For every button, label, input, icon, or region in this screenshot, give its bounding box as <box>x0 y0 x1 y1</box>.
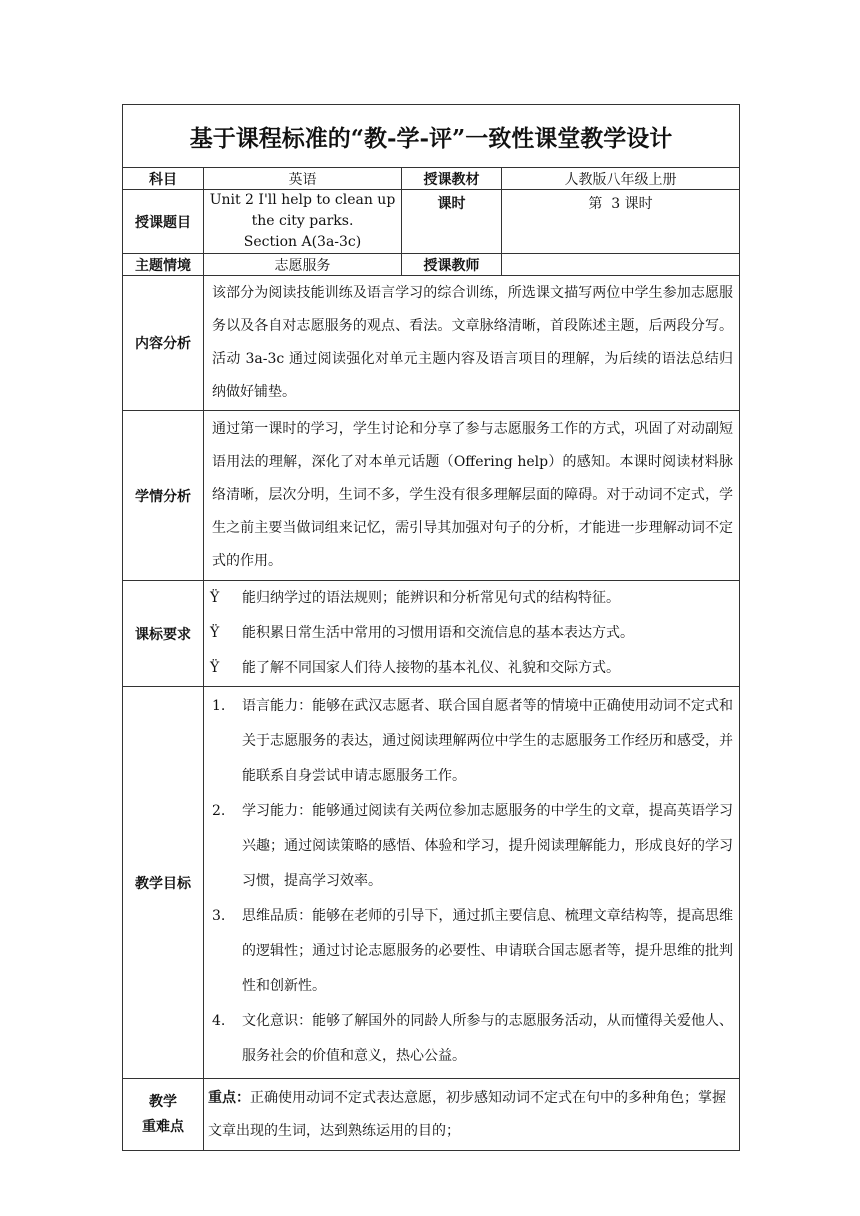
theme-label: 主题情境 <box>123 254 204 276</box>
bullet-marker: Ÿ <box>210 590 220 606</box>
teacher-value <box>502 254 740 276</box>
period-label: 课时 <box>402 190 502 254</box>
teacher-label: 授课教师 <box>402 254 502 276</box>
topic-line-1: Unit 2 I'll help to clean up the city parks. <box>209 192 396 229</box>
curriculum-label: 课标要求 <box>123 581 204 687</box>
learner-analysis-text: 通过第一课时的学习，学生讨论和分享了参与志愿服务工作的方式，巩固了对动副短语用法的理解，深化了对本单元话题（Offering help）的感知。本课时阅读材料脉络清晰，层次分明，生词不多，学生没有很多理解层面的障碍。对于动词不定式，学生之前主要当做词组来记忆，需引导其加强对句子的分析，才能进一步理解动词不定式的作用。 <box>212 421 734 569</box>
topic-value <box>204 190 402 254</box>
content-analysis-cell <box>204 276 740 411</box>
topic-label: 授课题目 <box>123 190 204 254</box>
subject-value: 英语 <box>204 168 402 190</box>
objective-number: 3. <box>212 908 226 924</box>
period-value: 第 3 课时 <box>502 190 740 254</box>
curriculum-item-text: 能归纳学过的语法规则；能辨识和分析常见句式的结构特征。 <box>242 590 620 606</box>
objective-text: 学习能力：能够通过阅读有关两位参加志愿服务的中学生的文章，提高英语学习兴趣；通过阅读策略的感悟、体验和学习，提升阅读理解能力，形成良好的学习习惯，提高学习效率。 <box>242 803 734 889</box>
objectives-cell <box>204 687 740 1079</box>
learner-analysis-cell <box>204 411 740 581</box>
theme-value: 志愿服务 <box>204 254 402 276</box>
document-title: 基于课程标准的“教-学-评”一致性课堂教学设计 <box>123 105 740 168</box>
key-points-label <box>123 1079 204 1151</box>
objective-number: 1. <box>212 698 226 714</box>
objective-item <box>212 1004 733 1074</box>
objectives-label: 教学目标 <box>123 687 204 1079</box>
objective-text: 思维品质：能够在老师的引导下，通过抓主要信息、梳理文章结构等，提高思维的逻辑性；通过讨论志愿服务的必要性、申请联合国志愿者等，提升思维的批判性和创新性。 <box>242 908 734 994</box>
subject-label: 科目 <box>123 168 204 190</box>
objective-text: 语言能力：能够在武汉志愿者、联合国自愿者等的情境中正确使用动词不定式和关于志愿服务的表达，通过阅读理解两位中学生的志愿服务工作经历和感受，并能联系自身尝试申请志愿服务工作。 <box>242 698 734 784</box>
learner-analysis-label: 学情分析 <box>123 411 204 581</box>
key-points-key-label: 重点： <box>208 1089 250 1106</box>
objective-number: 2. <box>212 803 226 819</box>
curriculum-item-text: 能积累日常生活中常用的习惯用语和交流信息的基本表达方式。 <box>242 625 634 641</box>
objective-item <box>212 794 733 899</box>
objective-text: 文化意识：能够了解国外的同龄人所参与的志愿服务活动，从而懂得关爱他人、服务社会的价值和意义，热心公益。 <box>242 1013 734 1064</box>
topic-line-2: Section A(3a-3c) <box>243 234 362 250</box>
curriculum-item <box>204 651 739 686</box>
content-analysis-text: 该部分为阅读技能训练及语言学习的综合训练，所选课文描写两位中学生参加志愿服务以及各自对志愿服务的观点、看法。文章脉络清晰，首段陈述主题，后两段分写。活动 3a-3c 通过阅读强化对单元主题内容及语言项目的理解，为后续的语法总结归纳做好铺垫。 <box>212 285 734 400</box>
key-points-key-text: 正确使用动词不定式表达意愿，初步感知动词不定式在句中的多种角色；掌握文章出现的生词，达到熟练运用的目的； <box>208 1089 726 1139</box>
curriculum-item <box>204 581 739 616</box>
textbook-label: 授课教材 <box>402 168 502 190</box>
bullet-marker: Ÿ <box>210 625 220 641</box>
key-points-text-block <box>204 1080 739 1150</box>
curriculum-item <box>204 616 739 651</box>
content-analysis-label: 内容分析 <box>123 276 204 411</box>
key-points-label-line-1: 教学 <box>149 1093 177 1110</box>
objective-item <box>212 899 733 1004</box>
textbook-value: 人教版八年级上册 <box>502 168 740 190</box>
key-points-label-line-2: 重难点 <box>142 1118 184 1135</box>
curriculum-cell <box>204 581 740 687</box>
objective-item <box>212 689 733 794</box>
curriculum-item-text: 能了解不同国家人们待人接物的基本礼仪、礼貌和交际方式。 <box>242 660 620 676</box>
lesson-design-table <box>122 104 740 1151</box>
objective-number: 4. <box>212 1013 226 1029</box>
bullet-marker: Ÿ <box>210 660 220 676</box>
key-points-cell <box>204 1079 740 1151</box>
